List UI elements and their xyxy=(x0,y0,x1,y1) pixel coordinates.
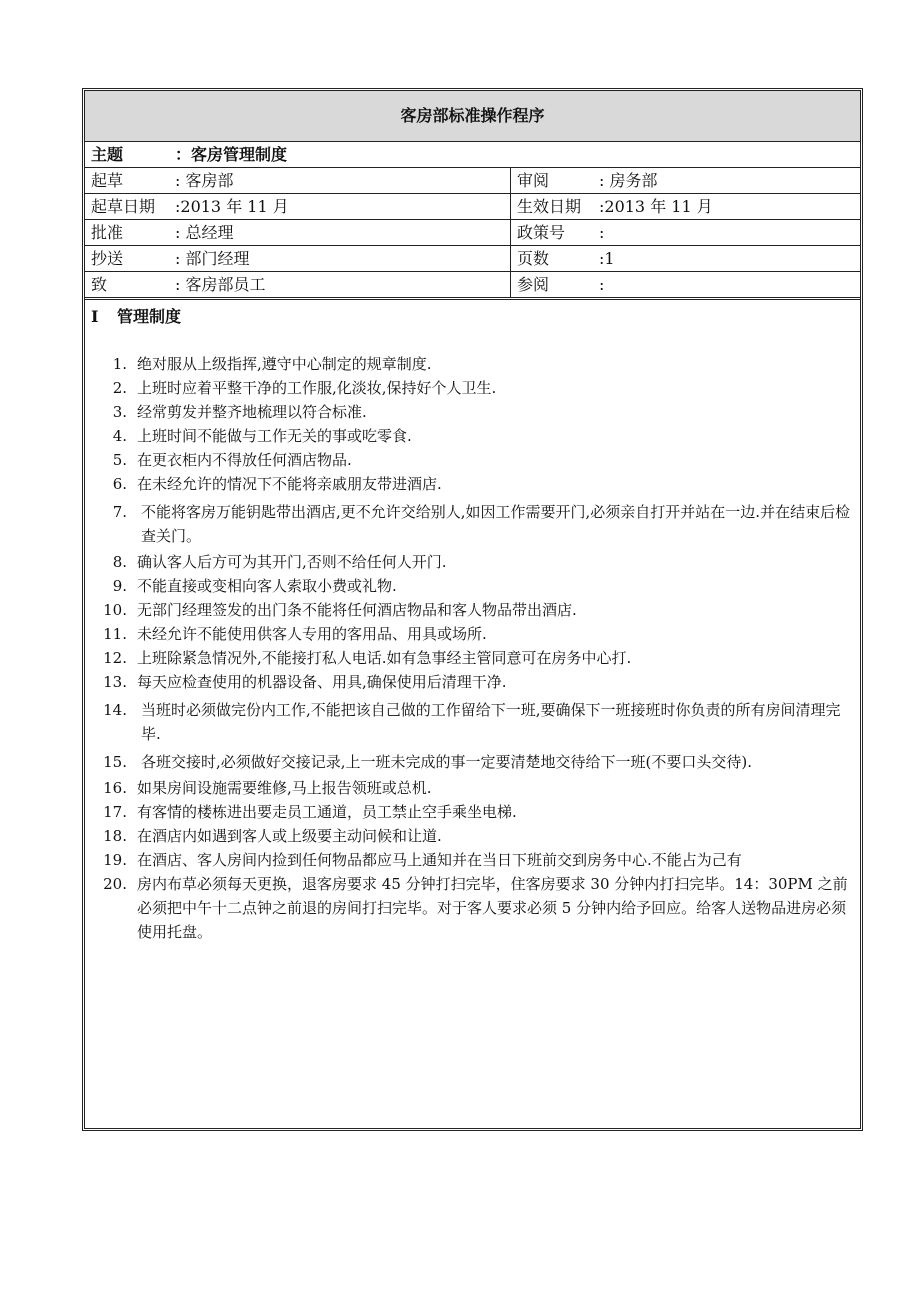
meta-value: : 客房部员工 xyxy=(175,275,266,294)
document-title: 客房部标准操作程序 xyxy=(85,91,860,142)
rule-item xyxy=(91,824,852,848)
meta-label: 抄送 xyxy=(91,249,124,268)
rule-number: 7. xyxy=(112,503,127,521)
rule-number: 3. xyxy=(112,403,127,421)
rule-number: 11. xyxy=(103,625,127,643)
meta-row xyxy=(85,168,860,194)
rule-item xyxy=(91,574,852,598)
rule-number: 1. xyxy=(112,355,127,373)
rule-item xyxy=(91,800,852,824)
meta-label: 审阅 xyxy=(517,171,550,190)
rule-text: 无部门经理签发的出门条不能将任何酒店物品和客人物品带出酒店. xyxy=(137,601,577,619)
rule-text: 上班时应着平整干净的工作服,化淡妆,保持好个人卫生. xyxy=(137,379,497,397)
rule-text: 每天应检查使用的机器设备、用具,确保使用后清理干净. xyxy=(137,673,507,691)
rule-number: 18. xyxy=(103,827,127,845)
meta-value: :2013 年 11 月 xyxy=(175,197,289,216)
meta-value: : 房务部 xyxy=(599,171,658,190)
meta-label: 起草 xyxy=(91,171,124,190)
meta-left-cell xyxy=(85,194,511,219)
rule-number: 9. xyxy=(112,577,127,595)
rule-number: 5. xyxy=(112,451,127,469)
subject-row xyxy=(85,142,860,168)
rule-text: 不能将客房万能钥匙带出酒店,更不允许交给别人,如因工作需要开门,必须亲自打开并站在一边.并在结束后检查关门。 xyxy=(141,503,851,545)
rule-item xyxy=(91,352,852,376)
rules-list xyxy=(91,352,852,944)
rule-number: 16. xyxy=(103,779,127,797)
rule-number: 19. xyxy=(103,851,127,869)
rule-text: 在酒店内如遇到客人或上级要主动问候和让道. xyxy=(137,827,442,845)
meta-left-cell xyxy=(85,246,511,271)
meta-right-cell xyxy=(511,194,860,219)
rule-text: 有客情的楼栋进出要走员工通道，员工禁止空手乘坐电梯. xyxy=(137,803,517,821)
subject-value: ：客房管理制度 xyxy=(175,145,288,164)
meta-label: 起草日期 xyxy=(91,197,156,216)
rule-text: 在未经允许的情况下不能将亲戚朋友带进酒店. xyxy=(137,475,442,493)
rule-text: 在更衣柜内不得放任何酒店物品. xyxy=(137,451,352,469)
meta-label: 参阅 xyxy=(517,275,550,294)
meta-value: : xyxy=(599,223,605,242)
meta-left-cell xyxy=(85,220,511,245)
rule-number: 13. xyxy=(103,673,127,691)
rule-item xyxy=(91,472,852,496)
rule-text: 房内布草必须每天更换，退客房要求 45 分钟打扫完毕，住客房要求 30 分钟内打扫完毕。14：30PM 之前必须把中午十二点钟之前退的房间打扫完毕。对于客人要求必须 5 分钟内给予回应。给客人送物品进房必须使用托盘。 xyxy=(137,875,848,941)
meta-value: :2013 年 11 月 xyxy=(599,197,713,216)
rule-number: 4. xyxy=(112,427,127,445)
meta-label: 页数 xyxy=(517,249,550,268)
rule-text: 如果房间设施需要维修,马上报告领班或总机. xyxy=(137,779,432,797)
rule-item xyxy=(91,646,852,670)
rule-item xyxy=(91,448,852,472)
rule-item xyxy=(91,598,852,622)
rule-item xyxy=(91,622,852,646)
meta-value: :1 xyxy=(599,249,615,268)
meta-right-cell xyxy=(511,246,860,271)
rule-number: 20. xyxy=(103,875,127,893)
meta-right-cell xyxy=(511,272,860,297)
meta-right-cell xyxy=(511,168,860,193)
section-number: I xyxy=(91,307,99,326)
meta-value: : 客房部 xyxy=(175,171,234,190)
rule-item xyxy=(91,376,852,400)
rule-text: 当班时必须做完份内工作,不能把该自己做的工作留给下一班,要确保下一班接班时你负责的所有房间清理完毕. xyxy=(141,701,841,743)
rule-text: 在酒店、客人房间内捡到任何物品都应马上通知并在当日下班前交到房务中心.不能占为己有 xyxy=(137,851,742,869)
rule-number: 15. xyxy=(103,753,127,771)
rule-number: 6. xyxy=(112,475,127,493)
rule-item xyxy=(91,424,852,448)
meta-row xyxy=(85,194,860,220)
subject-cell xyxy=(85,142,287,167)
rule-number: 17. xyxy=(103,803,127,821)
meta-label: 批准 xyxy=(91,223,124,242)
section-heading xyxy=(91,304,852,330)
rule-text: 不能直接或变相向客人索取小费或礼物. xyxy=(137,577,397,595)
rule-item xyxy=(91,670,852,694)
meta-label: 致 xyxy=(91,275,108,294)
rule-item xyxy=(91,848,852,872)
rule-number: 10. xyxy=(103,601,127,619)
meta-label: 生效日期 xyxy=(517,197,582,216)
rule-item xyxy=(91,872,852,944)
rule-text: 上班时间不能做与工作无关的事或吃零食. xyxy=(137,427,412,445)
rule-item xyxy=(91,776,852,800)
sop-document xyxy=(82,88,863,1131)
rule-number: 2. xyxy=(112,379,127,397)
rule-item xyxy=(91,750,852,774)
meta-value: : 部门经理 xyxy=(175,249,250,268)
rule-number: 8. xyxy=(112,553,127,571)
rule-text: 未经允许不能使用供客人专用的客用品、用具或场所. xyxy=(137,625,487,643)
meta-right-cell xyxy=(511,220,860,245)
rule-item xyxy=(91,550,852,574)
meta-label: 政策号 xyxy=(517,223,566,242)
meta-row xyxy=(85,246,860,272)
rule-item xyxy=(91,500,852,548)
rule-text: 经常剪发并整齐地梳理以符合标准. xyxy=(137,403,367,421)
meta-left-cell xyxy=(85,272,511,297)
rule-text: 绝对服从上级指挥,遵守中心制定的规章制度. xyxy=(137,355,432,373)
rule-number: 14. xyxy=(103,701,127,719)
meta-row xyxy=(85,220,860,246)
meta-left-cell xyxy=(85,168,511,193)
document-body xyxy=(85,304,860,944)
meta-value: : 总经理 xyxy=(175,223,234,242)
section-title: 管理制度 xyxy=(117,307,182,326)
rule-item xyxy=(91,698,852,746)
rule-number: 12. xyxy=(103,649,127,667)
rule-text: 上班除紧急情况外,不能接打私人电话.如有急事经主管同意可在房务中心打. xyxy=(137,649,632,667)
rule-text: 各班交接时,必须做好交接记录,上一班未完成的事一定要清楚地交待给下一班(不要口头交待). xyxy=(141,753,753,771)
meta-row xyxy=(85,272,860,300)
subject-label: 主题 xyxy=(91,145,124,164)
rule-text: 确认客人后方可为其开门,否则不给任何人开门. xyxy=(137,553,447,571)
meta-value: : xyxy=(599,275,605,294)
rule-item xyxy=(91,400,852,424)
